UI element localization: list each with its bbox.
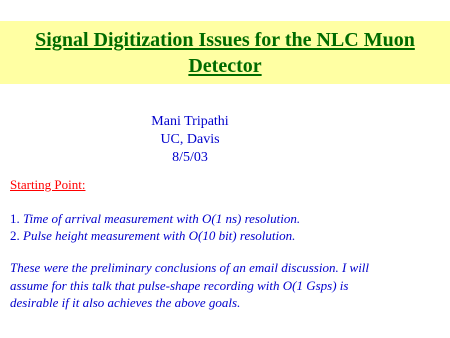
list-item [10,210,440,227]
conclusion-paragraph [10,259,445,312]
list-item-number: 2. [10,228,20,243]
list-item [10,227,440,244]
author-name: Mani Tripathi [151,114,229,129]
list-item-text: Time of arrival measurement with O(1 ns) resolution. [23,211,301,226]
list-item-text: Pulse height measurement with O(10 bit) resolution. [23,228,296,243]
list-item-number: 1. [10,211,20,226]
section-heading: Starting Point: [10,177,86,192]
presentation-date: 8/5/03 [172,150,208,165]
author-block [110,113,270,167]
slide-title [0,27,450,79]
conclusion-line: desirable if it also achieves the above goals. [10,295,241,310]
conclusion-line: assume for this talk that pulse-shape recording with O(1 Gsps) is [10,277,349,293]
points-list [10,210,440,244]
conclusion-line: These were the preliminary conclusions of an email discussion. I will [10,260,370,275]
slide-title-line-1: Signal Digitization Issues for the NLC Muon [35,29,415,51]
author-affiliation: UC, Davis [160,132,220,147]
slide-title-line-2: Detector [188,55,262,77]
